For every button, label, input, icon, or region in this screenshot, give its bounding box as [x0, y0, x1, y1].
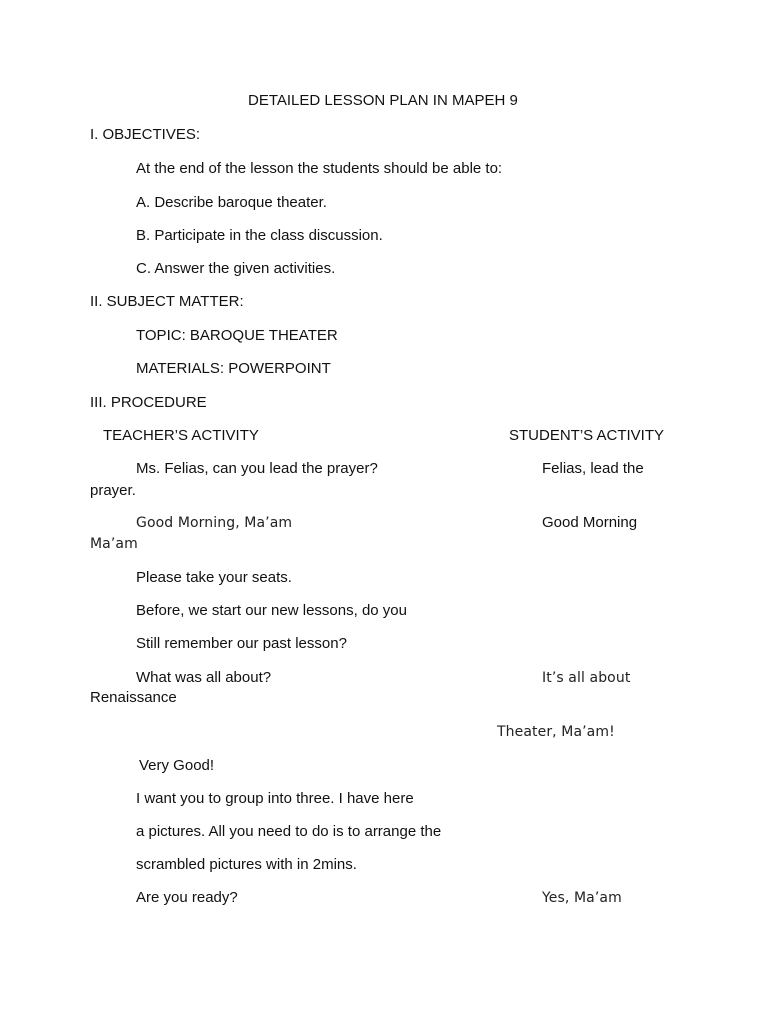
teacher-line: Please take your seats. — [136, 569, 292, 586]
student-line: Felias, lead the — [542, 460, 644, 477]
objectives-heading: I. OBJECTIVES: — [90, 126, 201, 143]
teacher-line: Still remember our past lesson? — [136, 635, 347, 652]
teacher-line: Ms. Felias, can you lead the prayer? — [136, 460, 378, 477]
teacher-line: Good Morning, Ma’am — [136, 515, 293, 531]
objectives-intro: At the end of the lesson the students should be able to: — [136, 160, 503, 177]
wrapped-line: Ma’am — [90, 536, 138, 552]
student-line: Yes, Ma’am — [542, 890, 622, 906]
document-title: DETAILED LESSON PLAN IN MAPEH 9 — [248, 92, 518, 109]
subject-topic: TOPIC: BAROQUE THEATER — [136, 327, 338, 344]
student-line: It’s all about — [542, 670, 631, 686]
objective-item: C. Answer the given activities. — [136, 260, 336, 277]
wrapped-line: Renaissance — [90, 689, 177, 706]
wrapped-line: prayer. — [90, 482, 136, 499]
teacher-activity-header: TEACHER’S ACTIVITY — [103, 427, 259, 444]
teacher-line: Very Good! — [139, 757, 215, 774]
student-activity-header: STUDENT’S ACTIVITY — [509, 427, 665, 444]
teacher-line: Before, we start our new lessons, do you — [136, 602, 407, 619]
teacher-line: I want you to group into three. I have here — [136, 790, 414, 807]
procedure-heading: III. PROCEDURE — [90, 394, 207, 411]
student-line: Good Morning — [542, 514, 638, 531]
objective-item: B. Participate in the class discussion. — [136, 227, 383, 244]
subject-materials: MATERIALS: POWERPOINT — [136, 360, 331, 377]
teacher-line: Are you ready? — [136, 889, 238, 906]
objective-item: A. Describe baroque theater. — [136, 194, 327, 211]
student-line: Theater, Ma’am! — [497, 724, 615, 740]
teacher-line: What was all about? — [136, 669, 272, 686]
teacher-line: a pictures. All you need to do is to arrange the — [136, 823, 442, 840]
teacher-line: scrambled pictures with in 2mins. — [136, 856, 357, 873]
subject-matter-heading: II. SUBJECT MATTER: — [90, 293, 244, 310]
